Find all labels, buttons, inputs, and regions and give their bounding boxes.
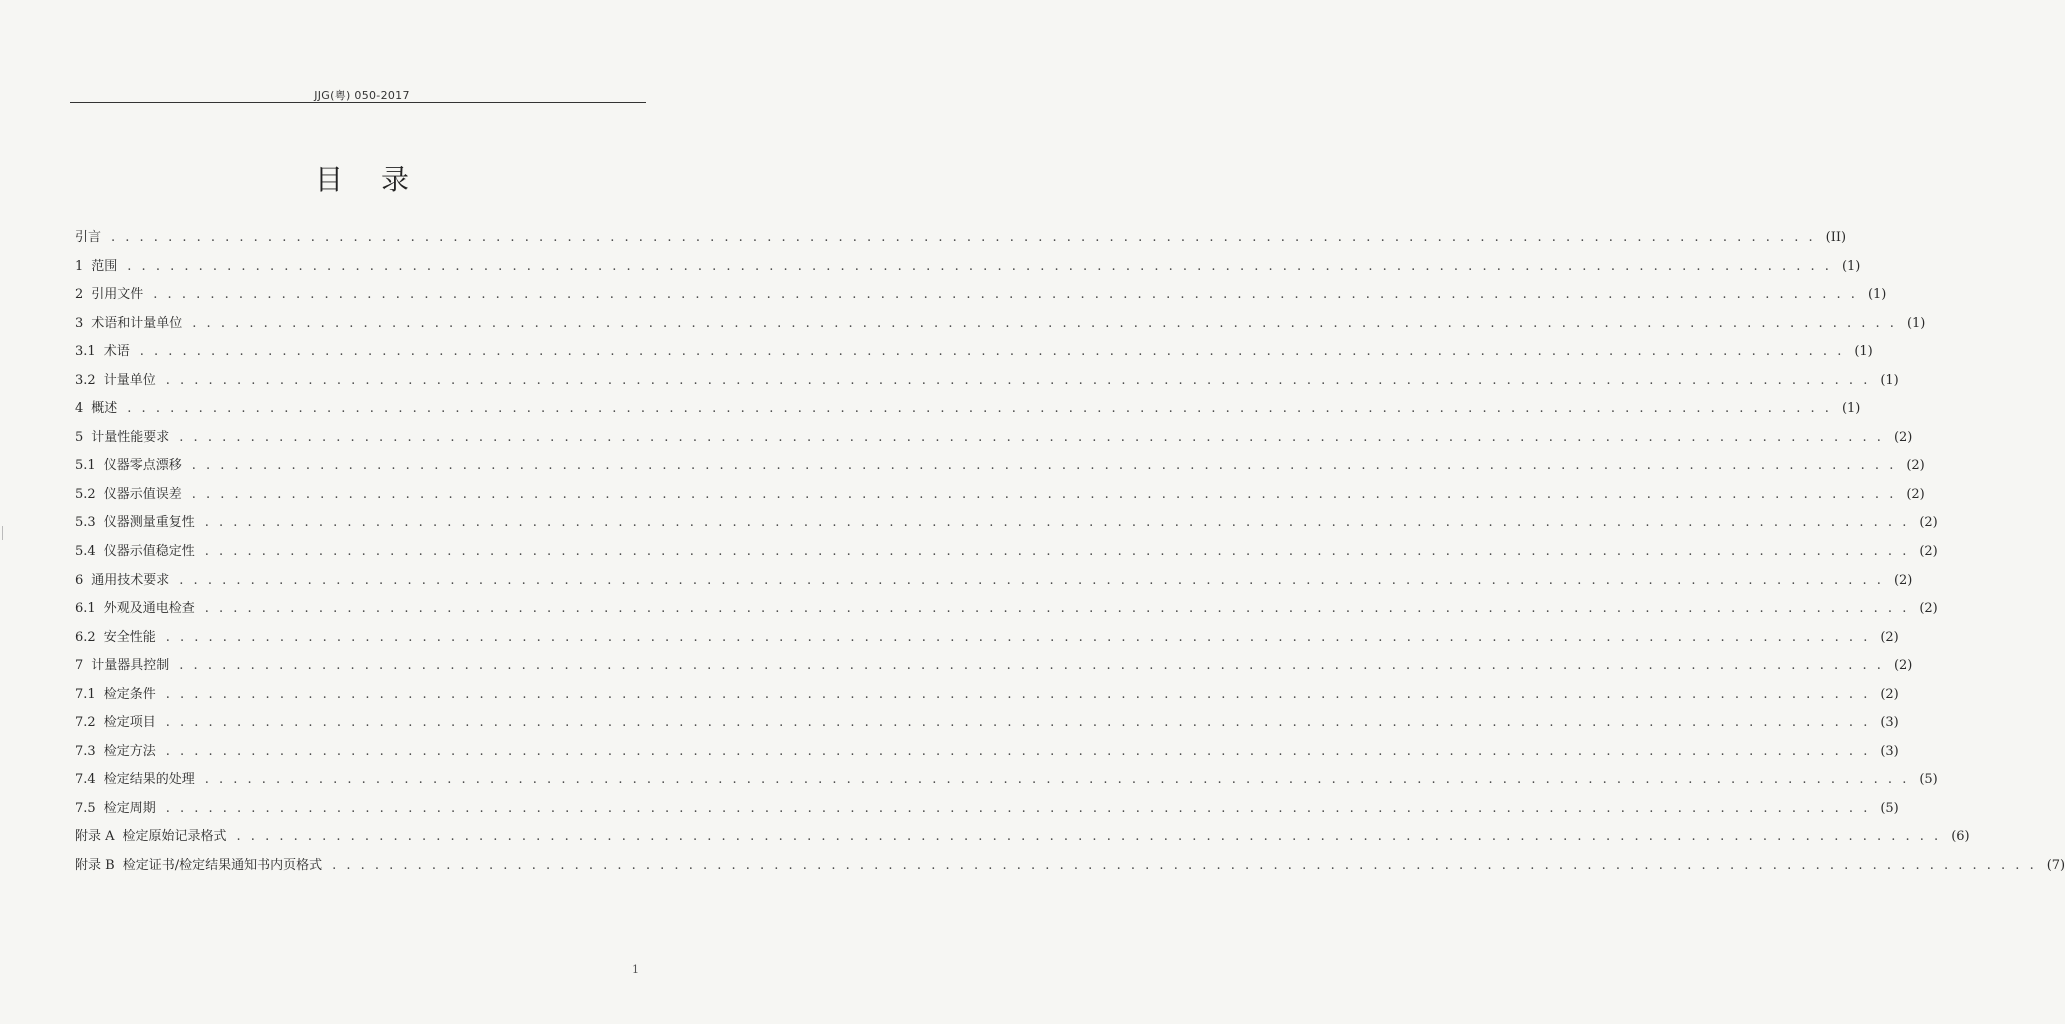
toc-entry-page: (1) [1880, 372, 1899, 388]
toc-entry-number: 1 [75, 258, 84, 274]
toc-leader-dots: . . . . . . . . . . . . . . . . . . . . . . . . . . . . . . . . . . . . . . . . . . . . . . . . . . . . . . . . . . . . . . . . . . . . . . . . . . . . . . . . . . . . . . . . . . . . . . . . . . . . . . . . . . . . . . . . . . . . . . . . [179, 572, 1884, 588]
toc-leader-dots: . . . . . . . . . . . . . . . . . . . . . . . . . . . . . . . . . . . . . . . . . . . . . . . . . . . . . . . . . . . . . . . . . . . . . . . . . . . . . . . . . . . . . . . . . . . . . . . . . . . . . . . . . . . . . . . . . . . . . . . . [191, 458, 1897, 474]
scan-edge-mark [2, 526, 3, 540]
toc-entry-page: (1) [1906, 315, 1926, 331]
toc-entry[interactable] [75, 367, 1899, 396]
toc-leader-dots: . . . . . . . . . . . . . . . . . . . . . . . . . . . . . . . . . . . . . . . . . . . . . . . . . . . . . . . . . . . . . . . . . . . . . . . . . . . . . . . . . . . . . . . . . . . . . . . . . . . . . . . . . . . . . . . . . . . . . . . . [165, 715, 1871, 731]
toc-entry[interactable] [75, 852, 2065, 881]
toc-entry-page: (2) [1880, 686, 1899, 702]
page-title: 目录 [314, 163, 447, 196]
toc-entry-title: 计量器具控制 [91, 658, 170, 674]
toc-entry-number: 3.1 [75, 344, 96, 360]
header-rule [70, 102, 646, 103]
toc-entry-title: 术语 [103, 344, 130, 360]
toc-entry-page: (1) [1867, 287, 1887, 303]
toc-entry-number: 6.2 [75, 629, 96, 645]
toc-entry-title: 检定证书/检定结果通知书内页格式 [122, 858, 323, 874]
toc-entry-title: 引言 [75, 230, 102, 245]
toc-entry-page: (2) [1893, 429, 1913, 445]
toc-entry-page: (3) [1880, 743, 1899, 759]
toc-entry[interactable] [75, 281, 1887, 310]
toc-entry-title: 检定结果的处理 [103, 772, 195, 788]
toc-entry-title: 检定方法 [103, 743, 156, 759]
toc-leader-dots: . . . . . . . . . . . . . . . . . . . . . . . . . . . . . . . . . . . . . . . . . . . . . . . . . . . . . . . . . . . . . . . . . . . . . . . . . . . . . . . . . . . . . . . . . . . . . . . . . . . . . . . . . . . . . . . . . . . . . . . . [165, 372, 1871, 388]
toc-entry-number: 5.3 [75, 515, 96, 531]
toc-entry-title: 计量单位 [103, 372, 156, 388]
toc-leader-dots: . . . . . . . . . . . . . . . . . . . . . . . . . . . . . . . . . . . . . . . . . . . . . . . . . . . . . . . . . . . . . . . . . . . . . . . . . . . . . . . . . . . . . . . . . . . . . . . . . . . . . . . . . . . . . . . . . . . . . . . . [127, 258, 1832, 274]
toc-leader-dots: . . . . . . . . . . . . . . . . . . . . . . . . . . . . . . . . . . . . . . . . . . . . . . . . . . . . . . . . . . . . . . . . . . . . . . . . . . . . . . . . . . . . . . . . . . . . . . . . . . . . . . . . . . . . . . . . . . . . . . . . [165, 629, 1871, 645]
toc-entry-page: (3) [1880, 715, 1899, 731]
toc-entry-number: 7.5 [75, 800, 96, 816]
toc-entry-page: (II) [1825, 230, 1847, 245]
toc-entry-number: 7.3 [75, 743, 96, 759]
toc-entry-title: 通用技术要求 [91, 572, 170, 588]
toc-entry-page: (2) [1893, 658, 1913, 674]
toc-entry-number: 2 [75, 287, 84, 303]
toc-entry[interactable] [75, 595, 1938, 624]
toc-entry-page: (2) [1893, 572, 1913, 588]
toc-leader-dots: . . . . . . . . . . . . . . . . . . . . . . . . . . . . . . . . . . . . . . . . . . . . . . . . . . . . . . . . . . . . . . . . . . . . . . . . . . . . . . . . . . . . . . . . . . . . . . . . . . . . . . . . . . . . . . . . . . . . . . . . [179, 429, 1884, 445]
toc-entry-page: (1) [1841, 258, 1861, 274]
toc-entry-page: (1) [1841, 401, 1861, 417]
toc-entry[interactable] [75, 652, 1913, 681]
toc-entry-page: (2) [1919, 515, 1938, 531]
toc-leader-dots: . . . . . . . . . . . . . . . . . . . . . . . . . . . . . . . . . . . . . . . . . . . . . . . . . . . . . . . . . . . . . . . . . . . . . . . . . . . . . . . . . . . . . . . . . . . . . . . . . . . . . . . . . . . . . . . . . . . . . . . . [165, 686, 1871, 702]
toc-entry-number: 5.4 [75, 544, 96, 560]
toc-entry-number: 5.1 [75, 458, 96, 474]
toc-entry[interactable] [75, 253, 1861, 282]
toc-entry-title: 检定原始记录格式 [122, 829, 227, 845]
toc-entry-number: 4 [75, 401, 84, 417]
toc-entry-title: 概述 [91, 401, 118, 417]
toc-entry-number: 6.1 [75, 601, 96, 617]
toc-entry[interactable] [75, 567, 1913, 596]
toc-leader-dots: . . . . . . . . . . . . . . . . . . . . . . . . . . . . . . . . . . . . . . . . . . . . . . . . . . . . . . . . . . . . . . . . . . . . . . . . . . . . . . . . . . . . . . . . . . . . . . . . . . . . . . . . . . . . . . . . . . . . . . . . [332, 858, 2037, 874]
toc-entry-page: (1) [1854, 344, 1873, 360]
toc-leader-dots: . . . . . . . . . . . . . . . . . . . . . . . . . . . . . . . . . . . . . . . . . . . . . . . . . . . . . . . . . . . . . . . . . . . . . . . . . . . . . . . . . . . . . . . . . . . . . . . . . . . . . . . . . . . . . . . . . . . . . . . . [165, 800, 1871, 816]
table-of-contents [75, 224, 2065, 881]
toc-leader-dots: . . . . . . . . . . . . . . . . . . . . . . . . . . . . . . . . . . . . . . . . . . . . . . . . . . . . . . . . . . . . . . . . . . . . . . . . . . . . . . . . . . . . . . . . . . . . . . . . . . . . . . . . . . . . . . . . . . . . . . . . [236, 829, 1942, 845]
toc-entry-title: 仪器零点漂移 [103, 458, 182, 474]
toc-leader-dots: . . . . . . . . . . . . . . . . . . . . . . . . . . . . . . . . . . . . . . . . . . . . . . . . . . . . . . . . . . . . . . . . . . . . . . . . . . . . . . . . . . . . . . . . . . . . . . . . . . . . . . . . . . . . . . . . . . . . . . . . [204, 544, 1910, 560]
toc-leader-dots: . . . . . . . . . . . . . . . . . . . . . . . . . . . . . . . . . . . . . . . . . . . . . . . . . . . . . . . . . . . . . . . . . . . . . . . . . . . . . . . . . . . . . . . . . . . . . . . . . . . . . . . . . . . . . . . . . . . . . . . . [204, 772, 1910, 788]
toc-entry-number: 7 [75, 658, 84, 674]
toc-entry-number: 6 [75, 572, 84, 588]
toc-entry-title: 检定周期 [103, 800, 156, 816]
toc-entry-number: 7.2 [75, 715, 96, 731]
toc-entry[interactable] [75, 823, 1970, 852]
toc-entry-page: (5) [1880, 800, 1899, 816]
toc-leader-dots: . . . . . . . . . . . . . . . . . . . . . . . . . . . . . . . . . . . . . . . . . . . . . . . . . . . . . . . . . . . . . . . . . . . . . . . . . . . . . . . . . . . . . . . . . . . . . . . . . . . . . . . . . . . . . . . . . . . . . . . . [204, 601, 1910, 617]
toc-entry[interactable] [75, 738, 1899, 767]
toc-leader-dots: . . . . . . . . . . . . . . . . . . . . . . . . . . . . . . . . . . . . . . . . . . . . . . . . . . . . . . . . . . . . . . . . . . . . . . . . . . . . . . . . . . . . . . . . . . . . . . . . . . . . . . . . . . . . . . . . . . . . . . . . [153, 287, 1858, 303]
toc-entry[interactable] [75, 795, 1899, 824]
toc-entry[interactable] [75, 310, 1926, 339]
toc-entry[interactable] [75, 424, 1913, 453]
toc-entry-title: 仪器测量重复性 [103, 515, 195, 531]
toc-entry-title: 检定项目 [103, 715, 156, 731]
toc-entry-page: (2) [1919, 601, 1938, 617]
toc-entry-title: 计量性能要求 [91, 429, 170, 445]
toc-entry[interactable] [75, 509, 1938, 538]
toc-entry-page: (2) [1906, 486, 1925, 502]
page-number: 1 [632, 963, 639, 976]
toc-leader-dots: . . . . . . . . . . . . . . . . . . . . . . . . . . . . . . . . . . . . . . . . . . . . . . . . . . . . . . . . . . . . . . . . . . . . . . . . . . . . . . . . . . . . . . . . . . . . . . . . . . . . . . . . . . . . . . . . . . . . . . . . [204, 515, 1910, 531]
toc-entry-number: 7.1 [75, 686, 96, 702]
toc-leader-dots: . . . . . . . . . . . . . . . . . . . . . . . . . . . . . . . . . . . . . . . . . . . . . . . . . . . . . . . . . . . . . . . . . . . . . . . . . . . . . . . . . . . . . . . . . . . . . . . . . . . . . . . . . . . . . . . . . . . . . . . . [179, 658, 1884, 674]
toc-entry-title: 安全性能 [103, 629, 156, 645]
standard-code-header: JJG(粤) 050-2017 [314, 89, 410, 102]
toc-entry-page: (5) [1919, 772, 1938, 788]
toc-entry[interactable] [75, 709, 1899, 738]
toc-entry-page: (2) [1906, 458, 1925, 474]
toc-entry-number: 5.2 [75, 486, 96, 502]
toc-entry-number: 附录 B [75, 858, 115, 874]
toc-entry-title: 术语和计量单位 [91, 315, 183, 331]
toc-entry-number: 3 [75, 315, 84, 331]
toc-entry[interactable] [75, 481, 1925, 510]
toc-entry[interactable] [75, 538, 1938, 567]
toc-entry-number: 3.2 [75, 372, 96, 388]
toc-entry-title: 引用文件 [91, 287, 144, 303]
toc-entry[interactable] [75, 224, 1847, 253]
toc-leader-dots: . . . . . . . . . . . . . . . . . . . . . . . . . . . . . . . . . . . . . . . . . . . . . . . . . . . . . . . . . . . . . . . . . . . . . . . . . . . . . . . . . . . . . . . . . . . . . . . . . . . . . . . . . . . . . . . . . . . . . . . . [192, 315, 1897, 331]
toc-leader-dots: . . . . . . . . . . . . . . . . . . . . . . . . . . . . . . . . . . . . . . . . . . . . . . . . . . . . . . . . . . . . . . . . . . . . . . . . . . . . . . . . . . . . . . . . . . . . . . . . . . . . . . . . . . . . . . . . . . . . . . . . [165, 743, 1871, 759]
toc-entry[interactable] [75, 681, 1899, 710]
toc-entry-title: 外观及通电检查 [103, 601, 195, 617]
toc-entry[interactable] [75, 452, 1925, 481]
toc-entry-title: 仪器示值误差 [103, 486, 182, 502]
toc-entry[interactable] [75, 338, 1873, 367]
toc-entry-title: 仪器示值稳定性 [103, 544, 195, 560]
toc-leader-dots: . . . . . . . . . . . . . . . . . . . . . . . . . . . . . . . . . . . . . . . . . . . . . . . . . . . . . . . . . . . . . . . . . . . . . . . . . . . . . . . . . . . . . . . . . . . . . . . . . . . . . . . . . . . . . . . . . . . . . . . . [191, 486, 1897, 502]
toc-entry-title: 检定条件 [103, 686, 156, 702]
toc-entry-page: (6) [1951, 829, 1970, 845]
toc-entry-number: 7.4 [75, 772, 96, 788]
toc-entry[interactable] [75, 766, 1938, 795]
toc-entry-number: 5 [75, 429, 84, 445]
toc-entry-page: (2) [1919, 544, 1938, 560]
toc-entry[interactable] [75, 624, 1899, 653]
toc-leader-dots: . . . . . . . . . . . . . . . . . . . . . . . . . . . . . . . . . . . . . . . . . . . . . . . . . . . . . . . . . . . . . . . . . . . . . . . . . . . . . . . . . . . . . . . . . . . . . . . . . . . . . . . . . . . . . . . . . . . . . . . . [111, 230, 1816, 245]
toc-entry-page: (2) [1880, 629, 1899, 645]
toc-leader-dots: . . . . . . . . . . . . . . . . . . . . . . . . . . . . . . . . . . . . . . . . . . . . . . . . . . . . . . . . . . . . . . . . . . . . . . . . . . . . . . . . . . . . . . . . . . . . . . . . . . . . . . . . . . . . . . . . . . . . . . . . [127, 401, 1832, 417]
toc-entry-number: 附录 A [75, 829, 115, 845]
toc-entry-page: (7) [2046, 858, 2065, 874]
toc-entry-title: 范围 [91, 258, 118, 274]
toc-entry[interactable] [75, 395, 1861, 424]
toc-leader-dots: . . . . . . . . . . . . . . . . . . . . . . . . . . . . . . . . . . . . . . . . . . . . . . . . . . . . . . . . . . . . . . . . . . . . . . . . . . . . . . . . . . . . . . . . . . . . . . . . . . . . . . . . . . . . . . . . . . . . . . . . [139, 344, 1845, 360]
